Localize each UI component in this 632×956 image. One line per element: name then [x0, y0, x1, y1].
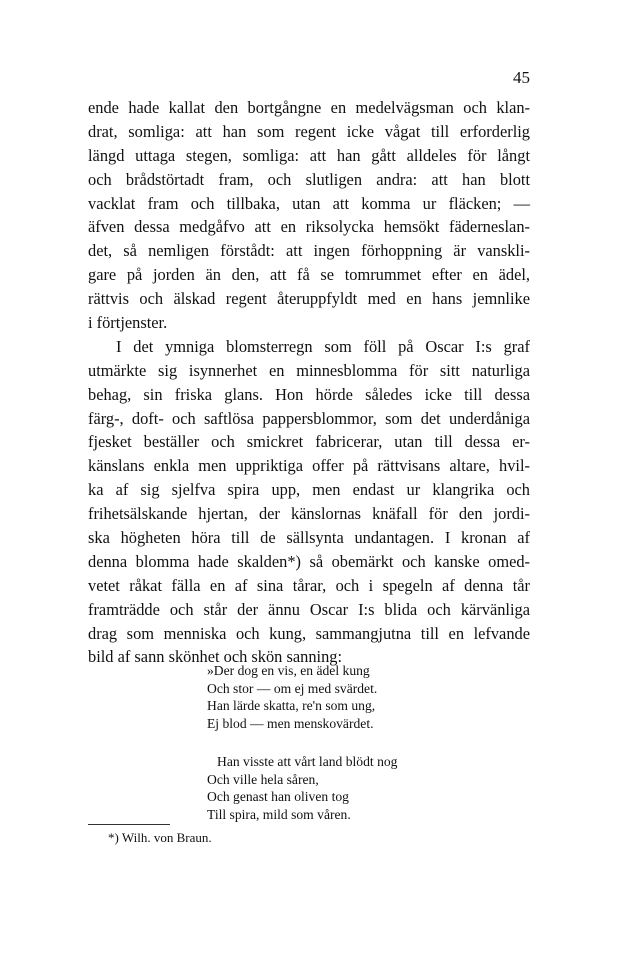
text-line: ska högheten höra till de sällsynta undantagen. I kronan af	[88, 528, 530, 548]
text-line: känslans enkla men uppriktiga offer på rättvisans altare, hvil-	[88, 456, 530, 476]
text-line: i förtjenster.	[88, 313, 168, 333]
poem-line: »Der dog en vis, en ädel kung	[207, 663, 370, 678]
poem-stanza-1	[207, 662, 377, 732]
body-text	[88, 96, 530, 669]
page-number: 45	[513, 68, 530, 87]
poem-line: Han visste att vårt land blödt nog	[217, 754, 398, 769]
poem-line: Och genast han oliven tog	[207, 789, 349, 804]
text-line: vacklat fram och tillbaka, utan att komma ur fläcken; —	[88, 193, 530, 213]
poem-line: Han lärde skatta, re'n som ung,	[207, 698, 376, 713]
text-line: rättvis och älskad regent återuppfyldt med en hans jemnlike	[88, 289, 530, 309]
text-line: framträdde och står der ännu Oscar I:s blida och kärvänliga	[88, 599, 530, 619]
text-line: vetet råkat fälla en af sina tårar, och i spegeln af denna tår	[88, 575, 530, 595]
text-line: utmärkte sig isynnerhet en minnesblomma för sitt naturliga	[88, 360, 530, 380]
footnote-divider	[88, 824, 170, 825]
footnote: *) Wilh. von Braun.	[108, 830, 212, 845]
poem-stanza-2	[207, 753, 397, 823]
text-line: ka af sig sjelfva spira upp, men endast ur klangrika och	[88, 480, 530, 500]
text-line: färg-, doft- och saftlösa pappersblommor, som det underdåniga	[88, 408, 530, 428]
text-line: ende hade kallat den bortgångne en medelvägsman och klan-	[88, 98, 530, 117]
text-line: längd uttaga stegen, somliga: att han gått alldeles för långt	[88, 145, 530, 165]
text-line: frihetsälskande hjertan, der känslornas knäfall för den jordi-	[88, 504, 530, 524]
text-line: gare på jorden än den, att få se tomrummet efter en ädel,	[88, 265, 530, 285]
poem-line: Och ville hela såren,	[207, 771, 319, 787]
text-line: det, så nemligen förstådt: att ingen förhoppning är vanskli-	[88, 241, 530, 261]
text-line: I det ymniga blomsterregn som föll på Oscar I:s graf	[116, 336, 530, 356]
text-line: äfven dessa medgåfvo att en riksolycka hemsökt fäderneslan-	[88, 217, 530, 237]
poem-line: Till spira, mild som våren.	[207, 806, 351, 822]
poem-line: Ej blod — men menskovärdet.	[207, 715, 374, 731]
text-line: drag som menniska och kung, sammangjutna till en lefvande	[88, 623, 530, 643]
text-line: behag, sin friska glans. Hon hörde således icke till dessa	[88, 384, 530, 404]
poem-line: Och stor — om ej med svärdet.	[207, 680, 378, 696]
text-line: och brådstörtadt fram, och slutligen andra: att han blott	[88, 169, 530, 189]
text-line: drat, somliga: att han som regent icke vågat till erforderlig	[88, 121, 530, 141]
text-line: fjesket beställer och smickret fabricerar, utan till dessa er-	[88, 432, 530, 452]
text-line: denna blomma hade skalden*) så obemärkt och kanske omed-	[88, 551, 530, 571]
text-line: bild af sann skönhet och skön sanning:	[88, 647, 343, 667]
